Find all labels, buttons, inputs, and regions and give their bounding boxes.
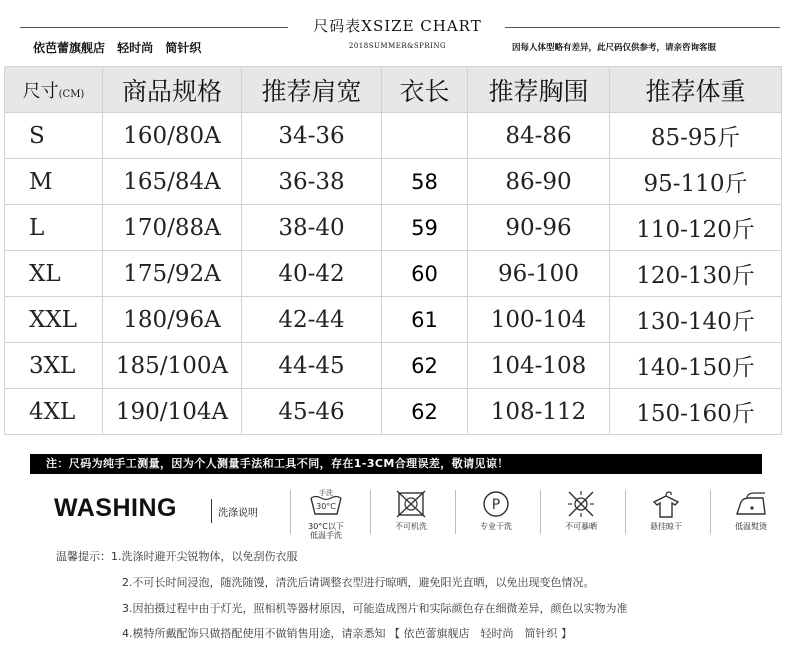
care-item-dry-clean xyxy=(466,486,526,538)
cell-weight: 130-140斤 xyxy=(610,297,782,343)
cell-length xyxy=(382,113,468,159)
cell-shoulder: 42-44 xyxy=(242,297,382,343)
care-caption: 30°C以下 低温手洗 xyxy=(308,522,344,540)
table-row xyxy=(5,113,782,159)
cell-spec: 185/100A xyxy=(103,343,242,389)
icon-divider xyxy=(625,490,626,534)
care-caption: 不可暴晒 xyxy=(565,522,597,531)
table-row xyxy=(5,159,782,205)
dry-clean-icon xyxy=(476,488,516,522)
icon-divider xyxy=(370,490,371,534)
size-chart-table xyxy=(4,66,782,435)
care-caption: 不可机洗 xyxy=(395,522,427,531)
header-weight: 推荐体重 xyxy=(610,67,782,113)
tip-item: 4.模特所戴配饰只做搭配使用不做销售用途，请亲悉知 【 依芭蕾旗舰店 轻时尚 简针织 】 xyxy=(122,627,572,640)
header-chest: 推荐胸围 xyxy=(468,67,610,113)
cell-size: L xyxy=(5,205,103,251)
table-row xyxy=(5,251,782,297)
icon-divider xyxy=(710,490,711,534)
cell-length: 61 xyxy=(382,297,468,343)
season-label: 2018SUMMER&SPRING xyxy=(348,42,447,50)
cell-length: 60 xyxy=(382,251,468,297)
cell-shoulder: 38-40 xyxy=(242,205,382,251)
care-item-hand-wash xyxy=(296,486,356,538)
hand-wash-temp: 30°C xyxy=(316,502,336,511)
header-length: 衣长 xyxy=(382,67,468,113)
cell-size: XXL xyxy=(5,297,103,343)
cell-length: 62 xyxy=(382,343,468,389)
cell-spec: 190/104A xyxy=(103,389,242,435)
table-row xyxy=(5,389,782,435)
cell-size: XL xyxy=(5,251,103,297)
cell-spec: 165/84A xyxy=(103,159,242,205)
hand-wash-30-icon xyxy=(306,488,346,522)
washing-subtitle: 洗涤说明 xyxy=(218,508,258,519)
cell-length: 59 xyxy=(382,205,468,251)
cell-chest: 108-112 xyxy=(468,389,610,435)
chart-header xyxy=(0,0,795,62)
cell-weight: 110-120斤 xyxy=(610,205,782,251)
tips-label: 温馨提示： xyxy=(56,550,111,563)
icon-divider xyxy=(455,490,456,534)
cell-spec: 170/88A xyxy=(103,205,242,251)
care-item-no-sun xyxy=(551,486,611,538)
cell-chest: 100-104 xyxy=(468,297,610,343)
cell-chest: 90-96 xyxy=(468,205,610,251)
cell-size: 3XL xyxy=(5,343,103,389)
title-rule-left xyxy=(20,27,288,28)
cell-length: 62 xyxy=(382,389,468,435)
cell-length: 58 xyxy=(382,159,468,205)
shop-name: 依芭蕾旗舰店 轻时尚 简针织 xyxy=(33,41,202,55)
table-header-row xyxy=(5,67,782,113)
cell-size: M xyxy=(5,159,103,205)
table-row xyxy=(5,297,782,343)
reference-note: 因每人体型略有差异，此尺码仅供参考，请亲咨询客服 xyxy=(512,43,717,53)
cell-shoulder: 40-42 xyxy=(242,251,382,297)
cell-chest: 84-86 xyxy=(468,113,610,159)
hang-dry-icon xyxy=(646,488,686,522)
cell-shoulder: 45-46 xyxy=(242,389,382,435)
cell-weight: 140-150斤 xyxy=(610,343,782,389)
table-row xyxy=(5,205,782,251)
cell-size: S xyxy=(5,113,103,159)
cell-shoulder: 36-38 xyxy=(242,159,382,205)
cell-weight: 85-95斤 xyxy=(610,113,782,159)
cell-spec: 175/92A xyxy=(103,251,242,297)
low-iron-icon xyxy=(731,488,771,522)
table-row xyxy=(5,343,782,389)
tip-item: 温馨提示：1.洗涤时避开尖锐物体，以免刮伤衣服 xyxy=(56,550,298,563)
cell-size: 4XL xyxy=(5,389,103,435)
measurement-notice: 注：尺码为纯手工测量，因为个人测量手法和工具不同，存在1-3CM合理误差，敬请见谅！ xyxy=(30,454,762,474)
cell-weight: 150-160斤 xyxy=(610,389,782,435)
cell-shoulder: 34-36 xyxy=(242,113,382,159)
washing-title: WASHING xyxy=(54,494,177,522)
care-caption: 悬挂晾干 xyxy=(650,522,682,531)
care-item-hang-dry xyxy=(636,486,696,538)
cell-shoulder: 44-45 xyxy=(242,343,382,389)
icon-divider xyxy=(540,490,541,534)
care-item-low-iron xyxy=(721,486,781,538)
cell-weight: 95-110斤 xyxy=(610,159,782,205)
dry-clean-symbol: P xyxy=(491,497,501,513)
care-caption: 专业干洗 xyxy=(480,522,512,531)
cell-spec: 180/96A xyxy=(103,297,242,343)
care-item-no-machine-wash xyxy=(381,486,441,538)
cell-chest: 86-90 xyxy=(468,159,610,205)
no-sun-dry-icon xyxy=(561,488,601,522)
chart-title: 尺码表XSIZE CHART xyxy=(313,17,482,35)
hand-wash-label: 手洗 xyxy=(319,489,333,497)
care-caption: 低温熨烫 xyxy=(735,522,767,531)
no-machine-wash-icon xyxy=(391,488,431,522)
cell-weight: 120-130斤 xyxy=(610,251,782,297)
header-spec: 商品规格 xyxy=(103,67,242,113)
cell-spec: 160/80A xyxy=(103,113,242,159)
tip-item: 2.不可长时间浸泡，随洗随馒，清洗后请调整衣型进行晾晒，避免阳光直晒，以免出现变色情况。 xyxy=(122,576,595,589)
tip-item: 3.因拍摄过程中由于灯光，照相机等器材原因，可能造成图片和实际颜色存在细微差异，颜色以实物为准 xyxy=(122,602,628,615)
header-shoulder: 推荐肩宽 xyxy=(242,67,382,113)
header-size: 尺寸(CM) xyxy=(5,67,103,113)
washing-divider xyxy=(211,499,212,523)
cell-chest: 104-108 xyxy=(468,343,610,389)
title-rule-right xyxy=(505,27,780,28)
cell-chest: 96-100 xyxy=(468,251,610,297)
